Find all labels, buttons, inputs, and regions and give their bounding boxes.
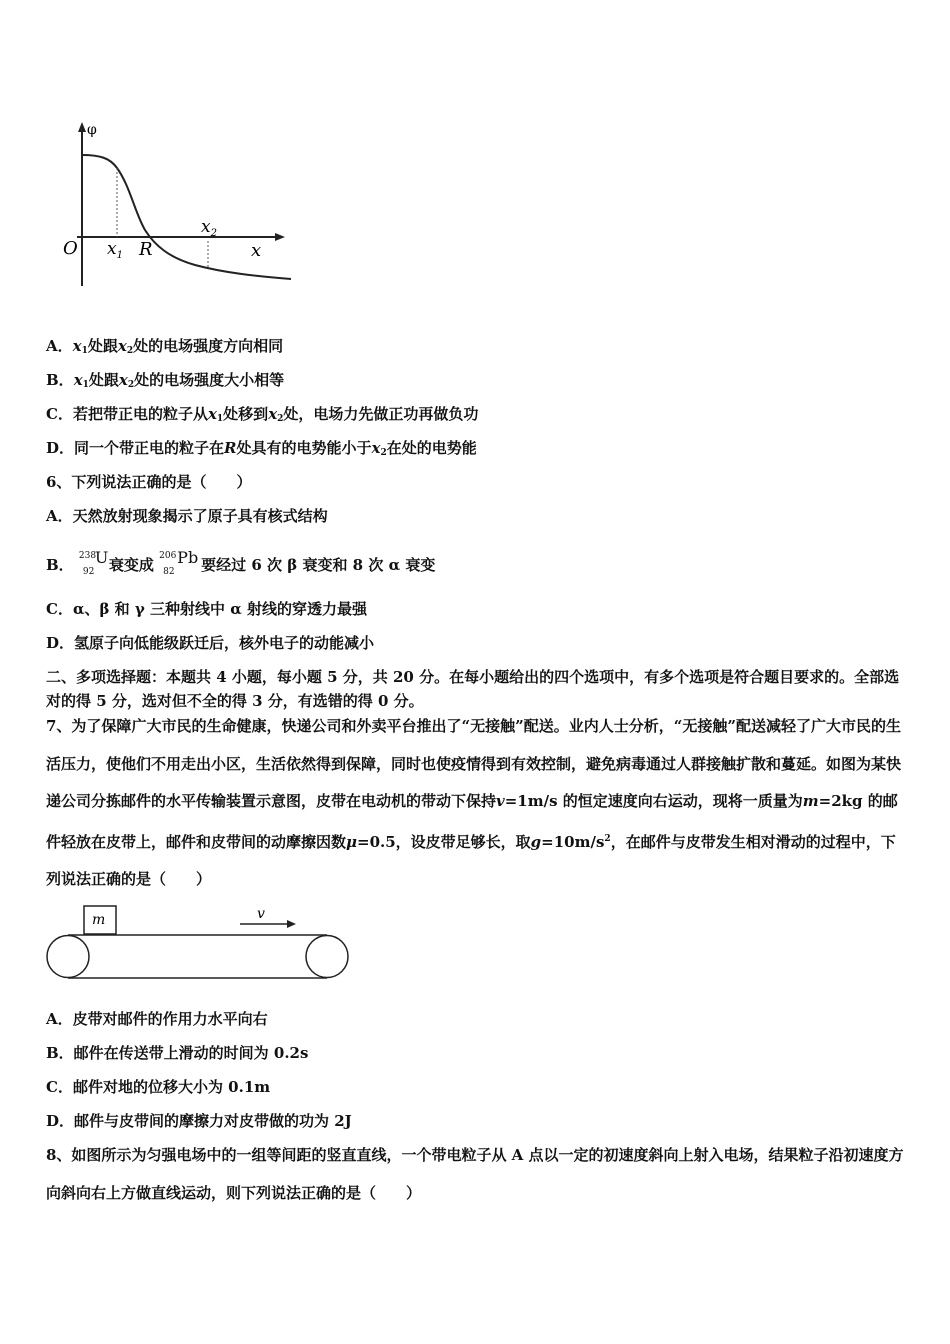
phi-label: φ <box>87 122 97 138</box>
potential-graph <box>55 118 300 290</box>
q5-option-b[interactable]: B．$x_1$处跟$x_2$处的电场强度大小相等 <box>46 371 285 390</box>
origin-label: O <box>63 238 78 259</box>
velocity-label: v <box>257 906 265 922</box>
q6-stem: 6、下列说法正确的是（ ） <box>46 473 252 491</box>
velocity-arrowhead <box>287 920 296 928</box>
right-roller <box>306 936 348 978</box>
q6-option-c[interactable]: C．α、β 和 γ 三种射线中 α 射线的穿透力最强 <box>46 600 368 618</box>
lead-nuclide: 206 82 Pb <box>159 548 199 577</box>
r-label: R <box>139 239 153 260</box>
q8-stem: 8、如图所示为匀强电场中的一组等间距的竖直直线，一个带电粒子从 A 点以一定的初速度斜向上射入电场，结果粒子沿初速度方向斜向右上方做直线运动，则下列说法正确的是（ ） <box>46 1146 904 1202</box>
section-2-heading: 二、多项选择题：本题共 4 小题，每小题 5 分，共 20 分。在每小题给出的四个选项中，有多个选项是符合题目要求的。全部选对的得 5 分，选对但不全的得 3 分，有选错的得 0 分。 <box>46 668 900 710</box>
left-roller <box>47 936 89 978</box>
phi-axis-arrow <box>78 122 86 132</box>
q7-stem: 7、为了保障广大市民的生命健康，快递公司和外卖平台推出了“无接触”配送。业内人士分析，“无接触”配送减轻了广大市民的生活压力，使他们不用走出小区，生活依然得到保障，同时也使疫情得到有效控制，避免病毒通过人群接触扩散和蔓延。如图为某快递公司分拣邮件的水平传输装置示意图，皮带在电动机的带动下保持v=1m/s 的恒定速度向右运动，现将一质量为m=2kg 的邮件轻放在皮带上，邮件和皮带间的动摩擦因数μ=0.5，设皮带足够长，取$g=10m/s^2$，在邮件与皮带发生相对滑动的过程中，下列说法正确的是（ ） <box>46 717 902 888</box>
x2-label: $x_2$ <box>201 217 217 239</box>
uranium-nuclide: 238 92 U <box>78 548 109 577</box>
q7-option-b[interactable]: B．邮件在传送带上滑动的时间为 0.2s <box>46 1044 309 1062</box>
q5-option-d[interactable]: D．同一个带正电的粒子在R处具有的电势能小于$x_2$在处的电势能 <box>46 439 477 458</box>
mail-mass-label: m <box>92 912 106 928</box>
q6-option-a[interactable]: A．天然放射现象揭示了原子具有核式结构 <box>46 507 328 525</box>
x-axis-label: x <box>251 240 262 261</box>
q7-option-c[interactable]: C．邮件对地的位移大小为 0.1m <box>46 1078 271 1096</box>
q6-option-b[interactable]: B． 238 92 U 衰变成 206 82 Pb 要经过 6 次 β 衰变和 8 次 α 衰变 <box>46 548 436 577</box>
x-axis-arrow <box>275 233 285 241</box>
q7-option-a[interactable]: A．皮带对邮件的作用力水平向右 <box>46 1010 268 1028</box>
x1-label: $x_1$ <box>107 239 123 261</box>
conveyor-figure <box>44 902 354 982</box>
q5-option-c[interactable]: C．若把带正电的粒子从$x_1$处移到$x_2$处，电场力先做正功再做负功 <box>46 405 479 424</box>
q5-option-a[interactable]: A．$x_1$处跟$x_2$处的电场强度方向相同 <box>46 337 284 356</box>
q6-option-d[interactable]: D．氢原子向低能级跃迁后，核外电子的动能减小 <box>46 634 375 652</box>
q7-option-d[interactable]: D．邮件与皮带间的摩擦力对皮带做的功为 2J <box>46 1112 352 1130</box>
